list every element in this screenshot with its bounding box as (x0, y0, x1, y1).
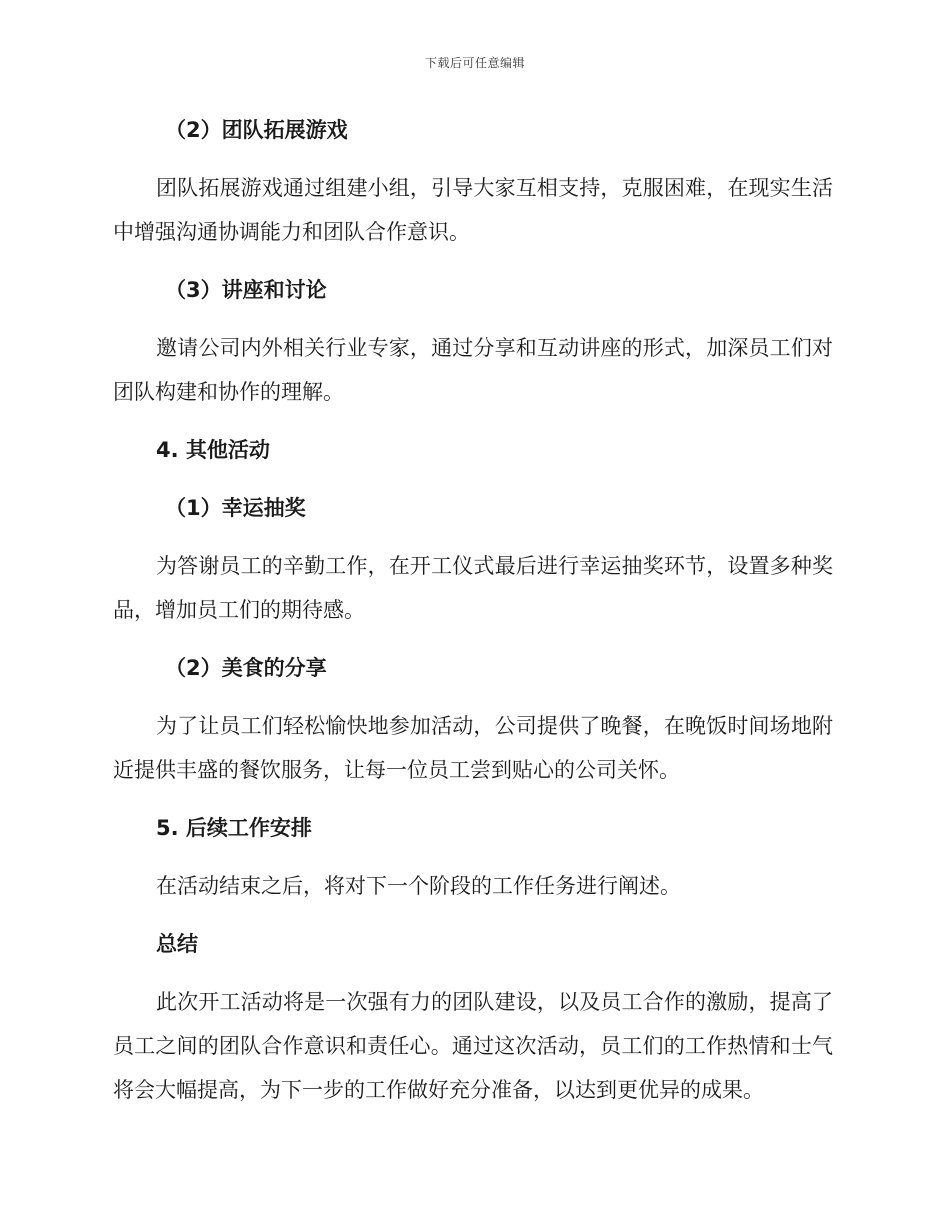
paragraph-lucky-draw: 为答谢员工的辛勤工作，在开工仪式最后进行幸运抽奖环节，设置多种奖品，增加员工们的期待感。 (113, 554, 833, 622)
heading-follow-up-work: 5. 后续工作安排 (156, 816, 312, 840)
subheading-lectures-discussion: （3）讲座和讨论 (165, 278, 327, 302)
document-body (113, 108, 833, 1126)
paragraph-lectures-discussion: 邀请公司内外相关行业专家，通过分享和互动讲座的形式，加深员工们对团队构建和协作的理解。 (113, 336, 833, 404)
subheading-lucky-draw: （1）幸运抽奖 (165, 496, 306, 520)
paragraph-summary: 此次开工活动将是一次强有力的团队建设，以及员工合作的激励，提高了员工之间的团队合作意识和责任心。通过这次活动，员工们的工作热情和士气将会大幅提高，为下一步的工作做好充分准备，以达到更优异的成果。 (113, 990, 833, 1102)
subheading-food-sharing: （2）美食的分享 (165, 656, 327, 680)
page-header-note: 下载后可任意编辑 (424, 56, 525, 70)
paragraph-team-building-games: 团队拓展游戏通过组建小组，引导大家互相支持，克服困难，在现实生活中增强沟通协调能力和团队合作意识。 (113, 176, 833, 244)
paragraph-food-sharing: 为了让员工们轻松愉快地参加活动，公司提供了晚餐，在晚饭时间场地附近提供丰盛的餐饮服务，让每一位员工尝到贴心的公司关怀。 (113, 714, 833, 782)
heading-summary: 总结 (156, 932, 198, 956)
heading-other-activities: 4. 其他活动 (156, 438, 270, 462)
subheading-team-building-games: （2）团队拓展游戏 (165, 118, 348, 142)
paragraph-follow-up-work: 在活动结束之后，将对下一个阶段的工作任务进行阐述。 (156, 874, 681, 898)
